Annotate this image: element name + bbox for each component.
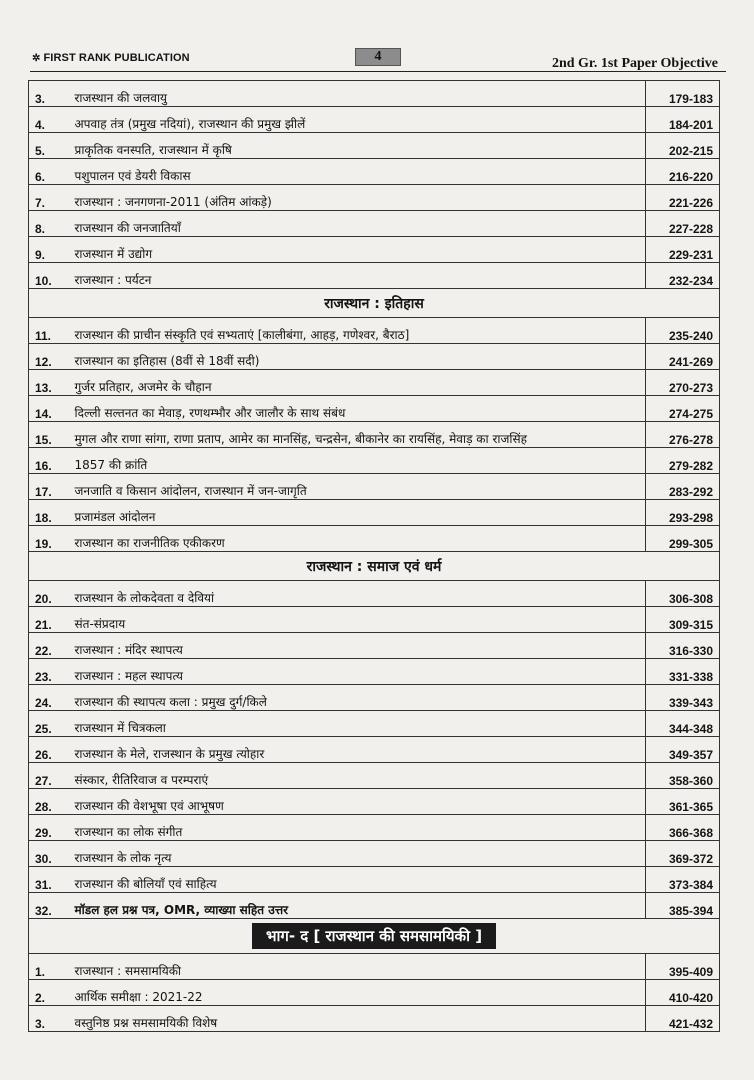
- chapter-number: 18.: [29, 500, 69, 526]
- chapter-title: गुर्जर प्रतिहार, अजमेर के चौहान: [69, 370, 646, 396]
- chapter-title: आर्थिक समीक्षा : 2021-22: [69, 980, 646, 1006]
- publisher-logo-icon: ✲: [32, 53, 41, 64]
- chapter-title: राजस्थान में उद्योग: [69, 237, 646, 263]
- header-rule: [30, 71, 726, 72]
- toc-row: [29, 737, 720, 763]
- chapter-number: 17.: [29, 474, 69, 500]
- chapter-title: राजस्थान की प्राचीन संस्कृति एवं सभ्यताएं [कालीबंगा, आहड़, गणेश्वर, बैराठ]: [69, 318, 646, 344]
- toc-row: [29, 263, 720, 289]
- chapter-number: 8.: [29, 211, 69, 237]
- chapter-number: 7.: [29, 185, 69, 211]
- chapter-number: 9.: [29, 237, 69, 263]
- page-range: 373-384: [646, 867, 720, 893]
- page-range: 279-282: [646, 448, 720, 474]
- chapter-title: पशुपालन एवं डेयरी विकास: [69, 159, 646, 185]
- chapter-title: राजस्थान : जनगणना-2011 (अंतिम आंकड़े): [69, 185, 646, 211]
- page-range: 331-338: [646, 659, 720, 685]
- page-range: 361-365: [646, 789, 720, 815]
- chapter-title: मुगल और राणा सांगा, राणा प्रताप, आमेर का मानसिंह, चन्द्रसेन, बीकानेर का रायसिंह, मेवाड़ का राजसिंह: [69, 422, 646, 448]
- toc-row: [29, 789, 720, 815]
- chapter-number: 1.: [29, 954, 69, 980]
- chapter-number: 2.: [29, 980, 69, 1006]
- page-range: 227-228: [646, 211, 720, 237]
- page-range: 274-275: [646, 396, 720, 422]
- part-heading-cell: [29, 919, 720, 954]
- chapter-title: राजस्थान के मेले, राजस्थान के प्रमुख त्योहार: [69, 737, 646, 763]
- page-header: [0, 0, 754, 78]
- chapter-title: राजस्थान की वेशभूषा एवं आभूषण: [69, 789, 646, 815]
- page-range: 366-368: [646, 815, 720, 841]
- chapter-number: 22.: [29, 633, 69, 659]
- toc-row: [29, 422, 720, 448]
- chapter-title: राजस्थान : पर्यटन: [69, 263, 646, 289]
- chapter-title: राजस्थान की जलवायु: [69, 81, 646, 107]
- section-heading: राजस्थान : इतिहास: [29, 289, 720, 318]
- chapter-number: 23.: [29, 659, 69, 685]
- toc-row: [29, 396, 720, 422]
- toc-row: [29, 815, 720, 841]
- toc-row: [29, 159, 720, 185]
- chapter-number: 12.: [29, 344, 69, 370]
- chapter-number: 15.: [29, 422, 69, 448]
- part-heading-row: [29, 919, 720, 954]
- chapter-title: राजस्थान के लोक नृत्य: [69, 841, 646, 867]
- chapter-number: 25.: [29, 711, 69, 737]
- page-range: 316-330: [646, 633, 720, 659]
- section-heading-row: [29, 289, 720, 318]
- page-range: 299-305: [646, 526, 720, 552]
- page-range: 216-220: [646, 159, 720, 185]
- toc-row: [29, 318, 720, 344]
- page-range: 309-315: [646, 607, 720, 633]
- chapter-number: 13.: [29, 370, 69, 396]
- chapter-number: 3.: [29, 1006, 69, 1032]
- chapter-number: 11.: [29, 318, 69, 344]
- toc-row: [29, 474, 720, 500]
- chapter-number: 26.: [29, 737, 69, 763]
- page-range: 306-308: [646, 581, 720, 607]
- chapter-title: दिल्ली सल्तनत का मेवाड़, रणथम्भौर और जालौर के साथ संबंध: [69, 396, 646, 422]
- toc-row: [29, 370, 720, 396]
- page-range: 410-420: [646, 980, 720, 1006]
- chapter-title: राजस्थान की जनजातियाँ: [69, 211, 646, 237]
- part-heading: भाग- द [ राजस्थान की समसामयिकी ]: [252, 923, 496, 949]
- page-range: 349-357: [646, 737, 720, 763]
- toc-row: [29, 980, 720, 1006]
- chapter-number: 24.: [29, 685, 69, 711]
- page-range: 283-292: [646, 474, 720, 500]
- page-range: 229-231: [646, 237, 720, 263]
- chapter-title: 1857 की क्रांति: [69, 448, 646, 474]
- page-range: 421-432: [646, 1006, 720, 1032]
- page-range: 276-278: [646, 422, 720, 448]
- chapter-number: 10.: [29, 263, 69, 289]
- chapter-title: राजस्थान में चित्रकला: [69, 711, 646, 737]
- chapter-number: 27.: [29, 763, 69, 789]
- chapter-number: 32.: [29, 893, 69, 919]
- toc-row: [29, 711, 720, 737]
- toc-row: [29, 763, 720, 789]
- toc-row: [29, 893, 720, 919]
- chapter-title: राजस्थान : समसामयिकी: [69, 954, 646, 980]
- page-range: 184-201: [646, 107, 720, 133]
- page-range: 202-215: [646, 133, 720, 159]
- page-range: 221-226: [646, 185, 720, 211]
- toc-row: [29, 607, 720, 633]
- chapter-title: संस्कार, रीतिरिवाज व परम्पराएं: [69, 763, 646, 789]
- chapter-title: राजस्थान की बोलियाँ एवं साहित्य: [69, 867, 646, 893]
- page-range: 339-343: [646, 685, 720, 711]
- toc-row: [29, 1006, 720, 1032]
- page-range: 235-240: [646, 318, 720, 344]
- chapter-title: प्राकृतिक वनस्पति, राजस्थान में कृषि: [69, 133, 646, 159]
- chapter-title: राजस्थान : महल स्थापत्य: [69, 659, 646, 685]
- toc-row: [29, 867, 720, 893]
- chapter-number: 5.: [29, 133, 69, 159]
- chapter-title: राजस्थान का लोक संगीत: [69, 815, 646, 841]
- chapter-title: राजस्थान का राजनीतिक एकीकरण: [69, 526, 646, 552]
- page-range: 293-298: [646, 500, 720, 526]
- toc-row: [29, 685, 720, 711]
- page-range: 241-269: [646, 344, 720, 370]
- page-range: 395-409: [646, 954, 720, 980]
- page-range: 179-183: [646, 81, 720, 107]
- chapter-number: 3.: [29, 81, 69, 107]
- toc-row: [29, 448, 720, 474]
- chapter-title: वस्तुनिष्ठ प्रश्न समसामयिकी विशेष: [69, 1006, 646, 1032]
- page-range: 232-234: [646, 263, 720, 289]
- toc-row: [29, 954, 720, 980]
- toc-row: [29, 659, 720, 685]
- chapter-title: राजस्थान की स्थापत्य कला : प्रमुख दुर्ग/किले: [69, 685, 646, 711]
- paper-title: 2nd Gr. 1st Paper Objective: [551, 56, 718, 71]
- toc-row: [29, 237, 720, 263]
- chapter-title: अपवाह तंत्र (प्रमुख नदियां), राजस्थान की प्रमुख झीलें: [69, 107, 646, 133]
- page-range: 369-372: [646, 841, 720, 867]
- toc-row: [29, 211, 720, 237]
- chapter-number: 29.: [29, 815, 69, 841]
- chapter-number: 4.: [29, 107, 69, 133]
- chapter-number: 14.: [29, 396, 69, 422]
- chapter-number: 31.: [29, 867, 69, 893]
- chapter-number: 21.: [29, 607, 69, 633]
- chapter-title: राजस्थान : मंदिर स्थापत्य: [69, 633, 646, 659]
- chapter-title: राजस्थान के लोकदेवता व देवियां: [69, 581, 646, 607]
- toc-row: [29, 526, 720, 552]
- toc-row: [29, 133, 720, 159]
- table-of-contents: [28, 80, 720, 1032]
- toc-row: [29, 581, 720, 607]
- chapter-number: 30.: [29, 841, 69, 867]
- publisher-name: [32, 52, 190, 64]
- chapter-title: जनजाति व किसान आंदोलन, राजस्थान में जन-जागृति: [69, 474, 646, 500]
- toc-row: [29, 841, 720, 867]
- toc-row: [29, 633, 720, 659]
- page-number: 4: [355, 48, 401, 66]
- publisher-label: FIRST RANK PUBLICATION: [43, 52, 190, 64]
- toc-row: [29, 185, 720, 211]
- chapter-number: 20.: [29, 581, 69, 607]
- chapter-number: 16.: [29, 448, 69, 474]
- chapter-title: प्रजामंडल आंदोलन: [69, 500, 646, 526]
- page-range: 385-394: [646, 893, 720, 919]
- toc-row: [29, 81, 720, 107]
- page-range: 344-348: [646, 711, 720, 737]
- chapter-title: संत-संप्रदाय: [69, 607, 646, 633]
- chapter-number: 19.: [29, 526, 69, 552]
- toc-row: [29, 344, 720, 370]
- chapter-number: 6.: [29, 159, 69, 185]
- page-range: 270-273: [646, 370, 720, 396]
- toc-row: [29, 500, 720, 526]
- chapter-title: राजस्थान का इतिहास (8वीं से 18वीं सदी): [69, 344, 646, 370]
- section-heading-row: [29, 552, 720, 581]
- section-heading: राजस्थान : समाज एवं धर्म: [29, 552, 720, 581]
- chapter-number: 28.: [29, 789, 69, 815]
- chapter-title: मॉडल हल प्रश्न पत्र, OMR, व्याख्या सहित उत्तर: [69, 893, 646, 919]
- toc-row: [29, 107, 720, 133]
- page-range: 358-360: [646, 763, 720, 789]
